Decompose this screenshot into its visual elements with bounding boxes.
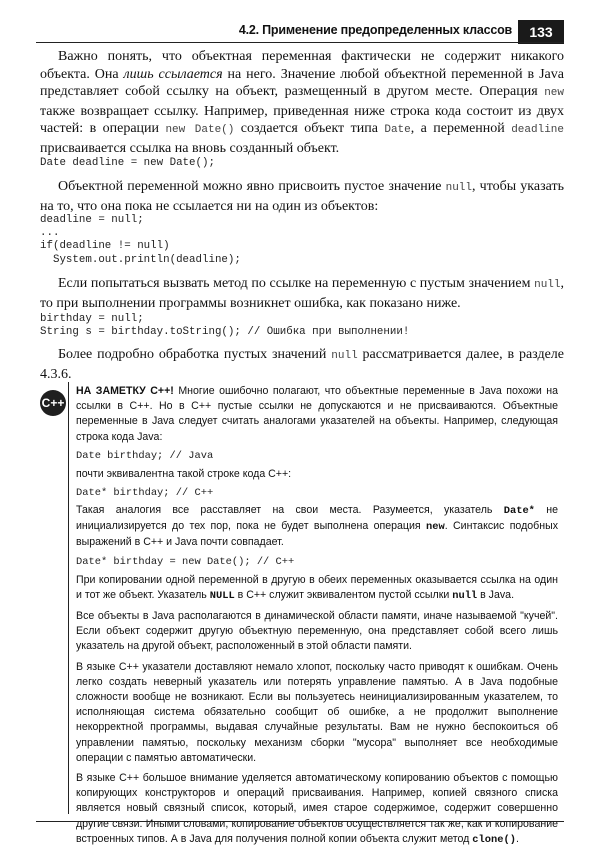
cpp-icon: C++ bbox=[40, 390, 66, 416]
inline-code: deadline bbox=[511, 124, 565, 136]
code-block-3: birthday = null; String s = birthday.toString(); // Ошибка при выполнении! bbox=[40, 313, 410, 339]
inline-code: new Date() bbox=[165, 124, 235, 136]
inline-code: null bbox=[445, 182, 473, 194]
header-rule bbox=[36, 42, 564, 43]
note-cloning: В языке C++ большое внимание уделяется автоматическому копированию объектов с помощью копирующих конструкторов и операций присваивания. Например, копией связного списка является новый связный список, который, имея старое содержимое, содержит совершенно другие связи. Иными словами, копирование объектов осуществляется так же, как и копирование встроенных типов. А в Java для получения полной копии объекта служит метод clone(). bbox=[76, 772, 558, 846]
note-code-cpp: Date* birthday; // C++ bbox=[76, 487, 214, 500]
note-text: почти эквивалентна такой строке кода C++: bbox=[76, 467, 292, 480]
cpp-note-box bbox=[40, 382, 560, 846]
paragraph-null-assign: Объектной переменной можно явно присвоить пустое значение null, чтобы указать на то, что она пока не ссылается ни на один из объектов: bbox=[40, 179, 564, 214]
note-vertical-rule bbox=[68, 382, 69, 814]
inline-code: Date bbox=[384, 124, 411, 136]
note-code-java: Date birthday; // Java bbox=[76, 449, 214, 462]
note-heading: НА ЗАМЕТКУ C++! bbox=[76, 385, 174, 397]
note-intro: НА ЗАМЕТКУ C++! Многие ошибочно полагают, что объектные переменные в Java похожи на ссылки в C++. Но в C++ пустые ссылки не допускаются и не присваиваются. Объектные переменные в Java следует считать аналогами указателей на объекты. Например, следующая строка кода Java: bbox=[76, 385, 558, 443]
page-number: 133 bbox=[518, 20, 564, 44]
note-analogy: Такая аналогия все расставляет на свои места. Разумеется, указатель Date* не инициализируется до тех пор, пока не будет выполнена операция new. Синтаксис подобных выражений в C++ и Java почти совпадает. bbox=[76, 504, 558, 549]
inline-code: null bbox=[331, 350, 358, 362]
note-pointers: В языке C++ указатели доставляют немало хлопот, поскольку часто приводят к ошибкам. Очень легко создать неверный указатель или потерять управление памятью. А в Java подобные сложности вообще не возникают. Если вы пользуетесь неинициализированным указателем, то исполняющая система обязательно сообщит об ошибке, а не продолжит выполнение некорректной программы, выдавая случайные результаты. Вам не нужно беспокоиться об управлении памятью, поскольку механизм сборки "мусора" выполняет все необходимые операции с памятью автоматически. bbox=[76, 660, 558, 764]
paragraph-null-more: Более подробно обработка пустых значений null рассматривается далее, в разделе 4.3.6. bbox=[40, 347, 564, 382]
paragraph-object-reference: Важно понять, что объектная переменная фактически не содержит никакого объекта. Она лишь ссылается на него. Значение любой объектной переменной в Java представляет собой ссылку на объект, размещенный в другом месте. Операция new также возвращает ссылку. Например, приведенная ниже строка кода состоит из двух частей: в операции new Date() создается объект типа Date, а переменной deadline присваивается ссылка на вновь созданный объект. bbox=[40, 49, 565, 156]
bottom-rule bbox=[36, 821, 564, 822]
inline-code: null bbox=[534, 279, 561, 291]
note-code-cpp-new: Date* birthday = new Date(); // C++ bbox=[76, 555, 295, 568]
chapter-title: 4.2. Применение предопределенных классов bbox=[238, 23, 512, 37]
note-body bbox=[76, 384, 558, 848]
paragraph-null-error: Если попытаться вызвать метод по ссылке на переменную с пустым значением null, то при выполнении программы возникнет ошибка, как показано ниже. bbox=[40, 276, 564, 311]
page-header bbox=[0, 20, 600, 44]
code-block-1: Date deadline = new Date(); bbox=[40, 157, 215, 169]
note-heap: Все объекты в Java располагаются в динамической области памяти, иначе называемой "кучей". Если объект содержит другую объектную переменную, она представляет собой всего лишь указатель на другой объект, расположенный в этой области памяти. bbox=[76, 610, 558, 653]
inline-code: new bbox=[544, 87, 564, 99]
note-copy: При копировании одной переменной в другую в обеих переменных оказывается ссылка на один и тот же объект. Указатель NULL в C++ служит эквивалентом пустой ссылки null в Java. bbox=[76, 573, 558, 602]
code-block-2: deadline = null; ... if(deadline != null) System.out.println(deadline); bbox=[40, 214, 241, 266]
emphasis-text: лишь ссылается bbox=[123, 66, 223, 82]
